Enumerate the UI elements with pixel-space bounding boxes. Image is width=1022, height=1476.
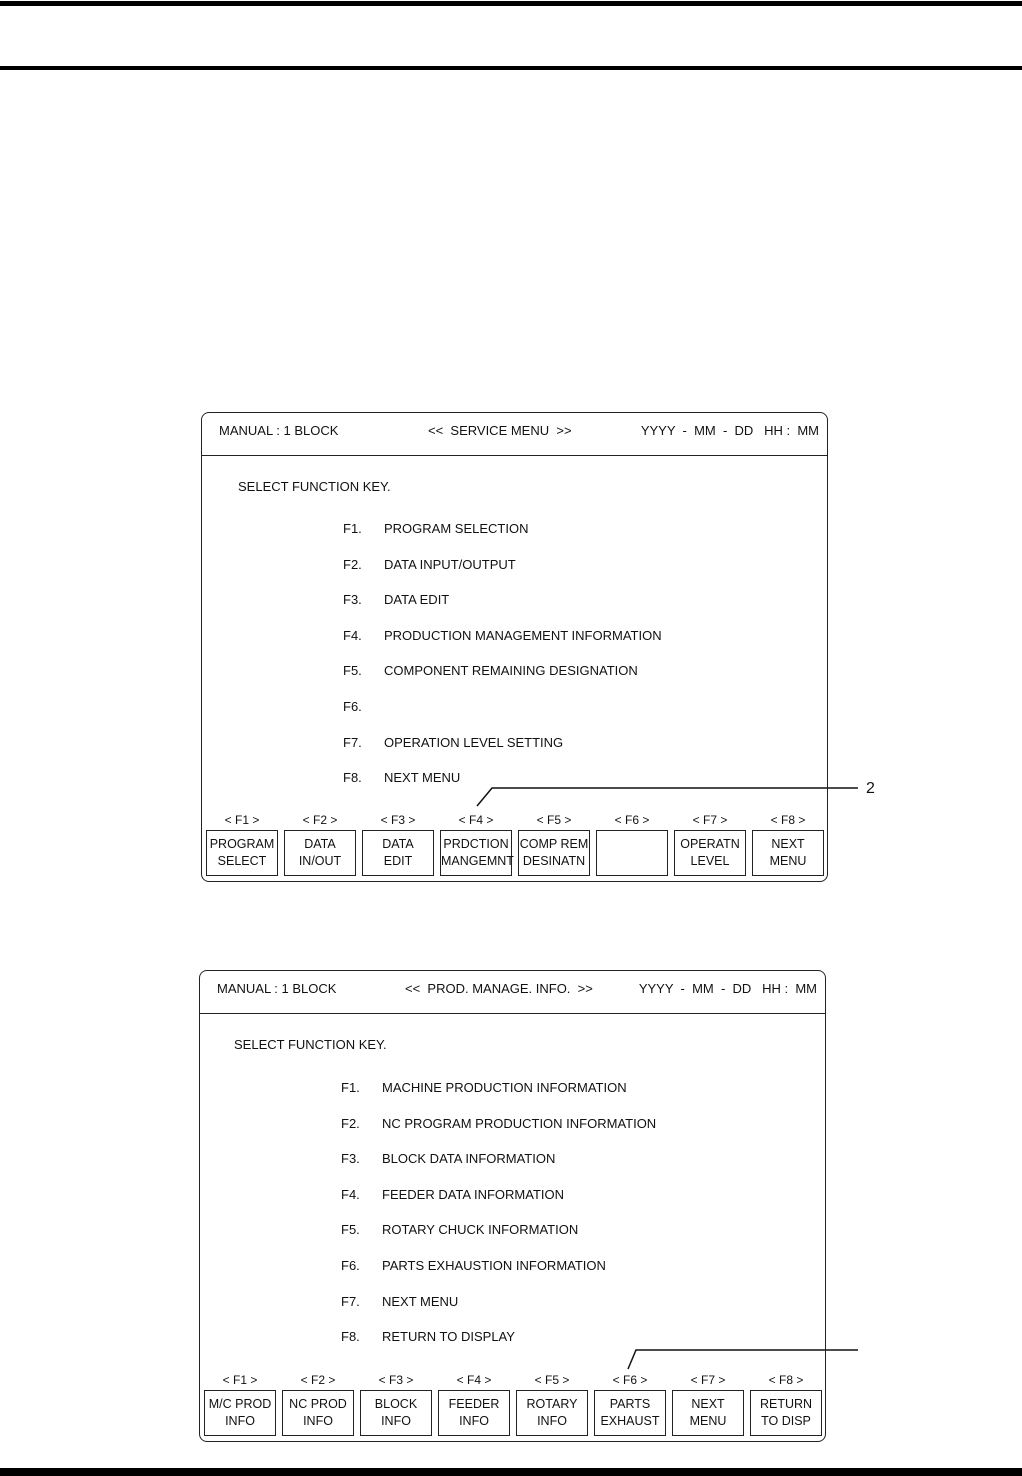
screen-title: << PROD. MANAGE. INFO. >> (405, 981, 593, 996)
function-key-text-line2: LEVEL (690, 854, 730, 868)
function-key-label: < F7 > (690, 1373, 726, 1387)
function-key-text-line1: DATA (304, 837, 336, 851)
function-key-text-line2: INFO (225, 1414, 255, 1428)
function-key-text-line1: PARTS (609, 1397, 651, 1411)
function-key-1-button[interactable] (204, 1390, 276, 1436)
menu-key: F5. (341, 1222, 360, 1238)
menu-item: DATA INPUT/OUTPUT (384, 556, 516, 572)
function-key-text-line1: RETURN (759, 1397, 813, 1411)
menu-key: F6. (343, 699, 362, 714)
menu-key: F8. (341, 1329, 360, 1345)
function-key-text-line2: MENU (689, 1414, 727, 1428)
menu-item: BLOCK DATA INFORMATION (382, 1151, 556, 1167)
function-key-text-line2: INFO (459, 1414, 489, 1428)
datetime: YYYY - MM - DD HH : MM (638, 981, 817, 996)
function-key-label: < F8 > (770, 813, 806, 827)
function-key-text-line2: SELECT (217, 854, 267, 868)
function-key-label: < F4 > (456, 1373, 492, 1387)
header-divider (202, 455, 827, 456)
function-key-text-line1: DATA (382, 837, 414, 851)
function-key-text-line1: NEXT (771, 837, 805, 851)
menu-item: ROTARY CHUCK INFORMATION (382, 1222, 579, 1238)
function-key-text-line1: M/C PROD (208, 1397, 272, 1411)
function-key-3-button[interactable] (362, 830, 434, 876)
function-key-4-button[interactable] (438, 1390, 510, 1436)
menu-item: NEXT MENU (382, 1293, 459, 1309)
function-key-label: < F6 > (614, 813, 650, 827)
function-key-8-button[interactable] (752, 830, 824, 876)
function-key-5-button[interactable] (516, 1390, 588, 1436)
function-key-1-button[interactable] (206, 830, 278, 876)
function-key-3-button[interactable] (360, 1390, 432, 1436)
function-key-6-button[interactable] (596, 830, 668, 876)
menu-key: F4. (343, 627, 362, 643)
function-key-label: < F5 > (534, 1373, 570, 1387)
menu-key: F6. (341, 1258, 360, 1273)
menu-key: F5. (343, 663, 362, 679)
function-key-8-button[interactable] (750, 1390, 822, 1436)
menu-item: DATA EDIT (384, 592, 450, 608)
menu-key: F1. (343, 521, 362, 536)
menu-key: F8. (343, 770, 362, 786)
function-key-label: < F1 > (224, 813, 260, 827)
menu-key: F2. (341, 1115, 360, 1131)
menu-key: F3. (341, 1151, 360, 1167)
function-key-text-line2: MANGEMNT (441, 854, 514, 868)
function-key-label: < F7 > (692, 813, 728, 827)
function-key-text-line2: TO DISP (761, 1414, 811, 1428)
function-key-text-line2: MENU (769, 854, 807, 868)
function-key-label: < F2 > (300, 1373, 336, 1387)
prompt-text: SELECT FUNCTION KEY. (238, 479, 391, 494)
function-key-text-line2: INFO (537, 1414, 567, 1428)
function-key-text-line1: PROGRAM (209, 837, 275, 851)
function-key-text-line1: COMP REM (519, 837, 589, 851)
function-key-text-line2: EDIT (383, 854, 413, 868)
service-menu-screen (201, 412, 828, 882)
function-key-label: < F3 > (378, 1373, 414, 1387)
menu-item: NEXT MENU (384, 770, 461, 786)
header-divider (200, 1013, 825, 1014)
menu-item: PROGRAM SELECTION (384, 521, 529, 536)
function-key-text-line1: ROTARY (526, 1397, 578, 1411)
function-key-7-button[interactable] (672, 1390, 744, 1436)
function-key-text-line2: IN/OUT (298, 854, 342, 868)
function-key-text-line1: FEEDER (448, 1397, 500, 1411)
prompt-text: SELECT FUNCTION KEY. (234, 1037, 387, 1052)
function-key-text-line2: EXHAUST (600, 1414, 660, 1428)
function-key-label: < F5 > (536, 813, 572, 827)
function-key-label: < F8 > (768, 1373, 804, 1387)
menu-key: F1. (341, 1080, 360, 1095)
menu-item: PARTS EXHAUSTION INFORMATION (382, 1258, 606, 1273)
function-key-text-line1: PRDCTION (443, 837, 509, 851)
prod-manage-info-screen (199, 970, 826, 1442)
menu-key: F2. (343, 556, 362, 572)
function-key-text-line2: INFO (381, 1414, 411, 1428)
menu-key: F7. (343, 734, 362, 750)
function-key-label: < F2 > (302, 813, 338, 827)
menu-item: OPERATION LEVEL SETTING (384, 734, 564, 750)
menu-key: F3. (343, 592, 362, 608)
function-key-text-line2: DESINATN (522, 854, 586, 868)
datetime: YYYY - MM - DD HH : MM (640, 423, 819, 438)
screen-title: << SERVICE MENU >> (428, 423, 572, 438)
function-key-2-button[interactable] (284, 830, 356, 876)
function-key-text-line1: NEXT (691, 1397, 725, 1411)
menu-key: F7. (341, 1293, 360, 1309)
function-key-label: < F6 > (612, 1373, 648, 1387)
function-key-label: < F3 > (380, 813, 416, 827)
menu-item: COMPONENT REMAINING DESIGNATION (384, 663, 638, 679)
function-key-text-line1: BLOCK (374, 1397, 418, 1411)
function-key-6-button[interactable] (594, 1390, 666, 1436)
menu-item: RETURN TO DISPLAY (382, 1329, 515, 1345)
mode-label: MANUAL : 1 BLOCK (219, 423, 339, 438)
function-key-label: < F4 > (458, 813, 494, 827)
function-key-label: < F1 > (222, 1373, 258, 1387)
function-key-text-line1: OPERATN (680, 837, 740, 851)
function-key-5-button[interactable] (518, 830, 590, 876)
function-key-7-button[interactable] (674, 830, 746, 876)
callout-number: 2 (866, 780, 875, 797)
menu-item: FEEDER DATA INFORMATION (382, 1186, 565, 1202)
mode-label: MANUAL : 1 BLOCK (217, 981, 337, 996)
menu-key: F4. (341, 1186, 360, 1202)
function-key-text-line2: INFO (303, 1414, 333, 1428)
menu-item: PRODUCTION MANAGEMENT INFORMATION (384, 627, 662, 643)
menu-item: MACHINE PRODUCTION INFORMATION (382, 1080, 627, 1095)
menu-item: NC PROGRAM PRODUCTION INFORMATION (382, 1115, 657, 1131)
function-key-4-button[interactable] (440, 830, 512, 876)
function-key-2-button[interactable] (282, 1390, 354, 1436)
function-key-text-line1: NC PROD (289, 1397, 347, 1411)
